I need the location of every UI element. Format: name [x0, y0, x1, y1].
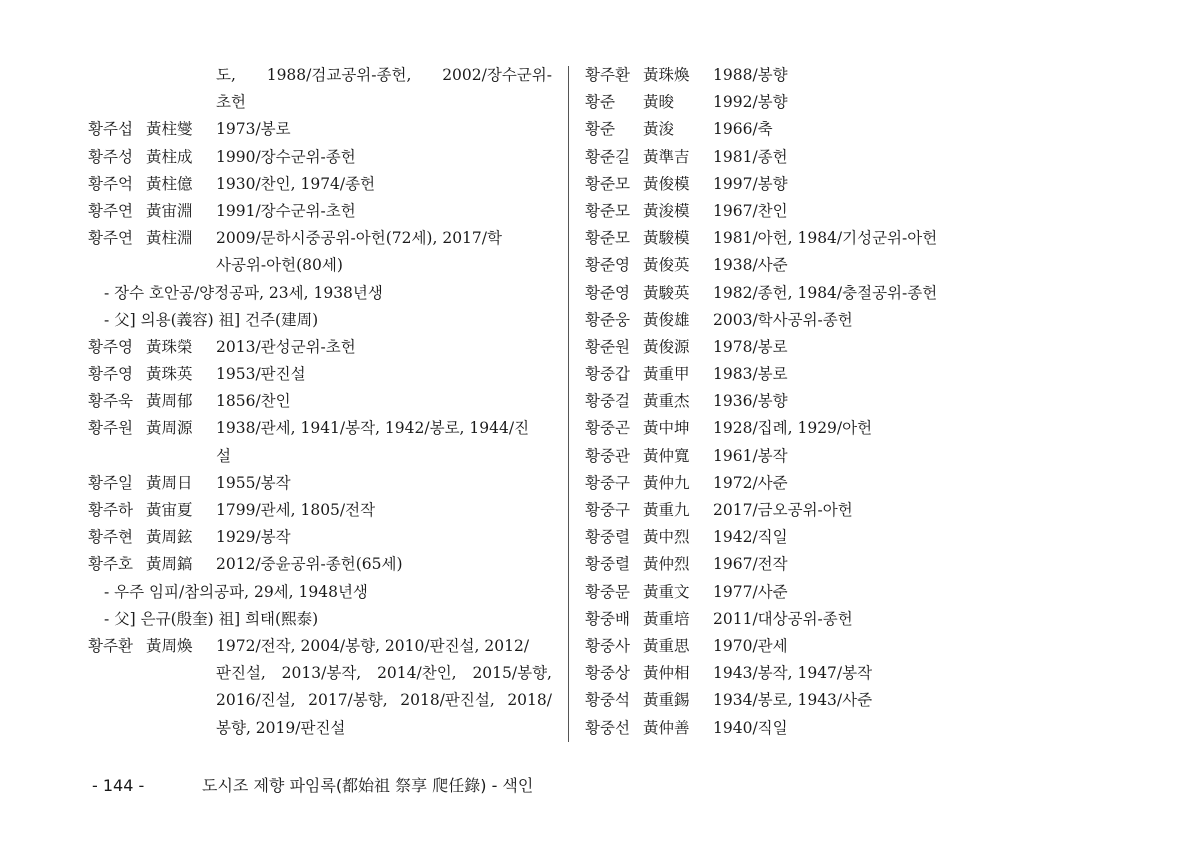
entry-hanja: 黃周源	[146, 419, 193, 438]
index-entry	[88, 551, 558, 578]
entry-record: 1972/사준	[713, 473, 788, 492]
entry-record-continuation: 2016/진설, 2017/봉향, 2018/판진설, 2018/	[216, 691, 552, 710]
page-footer	[92, 773, 533, 796]
entry-hanja: 黃宙夏	[146, 501, 193, 519]
index-entry	[585, 361, 1125, 388]
entry-hanja: 黃晙	[643, 93, 675, 112]
entry-name: 황주호	[88, 555, 133, 574]
entry-note: - 장수 호안공/양정공파, 23세, 1938년생	[104, 283, 383, 302]
entry-record: 1936/봉향	[713, 392, 788, 411]
entry-hanja: 黃柱億	[146, 174, 193, 193]
entry-record: 2003/학사공위-종헌	[713, 310, 853, 329]
entry-hanja: 黃重錫	[643, 691, 690, 710]
index-entry	[88, 225, 558, 252]
entry-hanja: 黃珠榮	[146, 337, 193, 356]
entry-name: 황준모	[585, 229, 630, 248]
entry-name: 황중사	[585, 636, 630, 655]
entry-record: 1940/직일	[713, 718, 788, 737]
entry-name: 황주환	[585, 66, 630, 84]
page-number: - 144 -	[92, 776, 145, 795]
entry-name: 황준웅	[585, 310, 630, 329]
entry-name: 황중선	[585, 718, 630, 737]
entry-record-continuation: 도, 1988/검교공위-종헌, 2002/장수군위-	[216, 66, 552, 84]
entry-hanja: 黃駿模	[643, 229, 690, 248]
entry-record: 1991/장수군위-초헌	[216, 201, 356, 220]
entry-hanja: 黃周煥	[146, 636, 193, 655]
entry-record: 1961/봉작	[713, 446, 788, 465]
entry-hanja: 黃準吉	[643, 147, 690, 166]
index-entry	[88, 633, 558, 660]
entry-hanja: 黃仲善	[643, 718, 690, 737]
entry-record: 1973/봉로	[216, 120, 291, 139]
entry-hanja: 黃宙淵	[146, 201, 193, 220]
entry-name: 황주욱	[88, 392, 133, 411]
index-entry	[585, 470, 1125, 497]
entry-name: 황주영	[88, 365, 133, 384]
index-column-left	[88, 62, 558, 742]
index-entry	[88, 116, 558, 143]
footer-title: 도시조 제향 파임록(都始祖 祭享 爬任錄) - 색인	[202, 776, 534, 795]
entry-hanja: 黃重九	[643, 501, 690, 519]
entry-record: 1990/장수군위-종헌	[216, 147, 356, 166]
entry-record: 1929/봉작	[216, 528, 291, 547]
entry-hanja: 黃周鉉	[146, 528, 193, 547]
entry-hanja: 黃珠煥	[643, 66, 690, 84]
entry-record: 1983/봉로	[713, 365, 788, 384]
entry-record-continuation: 봉향, 2019/판진설	[216, 718, 346, 737]
entry-hanja: 黃仲九	[643, 473, 690, 492]
entry-hanja: 黃浚	[643, 120, 675, 139]
entry-note: - 父] 의용(義容) 祖] 건주(建周)	[104, 310, 319, 329]
entry-name: 황중렬	[585, 528, 630, 547]
index-entry	[585, 116, 1125, 143]
index-entry	[88, 524, 558, 551]
entry-record: 2013/관성군위-초헌	[216, 337, 356, 356]
entry-hanja: 黃中烈	[643, 528, 690, 547]
index-entry	[585, 660, 1125, 687]
entry-name: 황준모	[585, 174, 630, 193]
entry-name: 황준모	[585, 201, 630, 220]
entry-name: 황준영	[585, 283, 630, 302]
index-entry	[585, 62, 1125, 89]
entry-hanja: 黃重文	[643, 582, 690, 601]
entry-record: 1988/봉향	[713, 66, 788, 84]
entry-record: 1967/전작	[713, 555, 788, 574]
entry-record: 1799/관세, 1805/전작	[216, 501, 376, 519]
index-entry	[88, 415, 558, 442]
index-entry	[88, 497, 558, 524]
entry-name: 황주하	[88, 501, 133, 519]
entry-record: 1966/축	[713, 120, 773, 139]
entry-record: 2009/문하시중공위-아헌(72세), 2017/학	[216, 229, 502, 248]
entry-name: 황주환	[88, 636, 133, 655]
index-entry	[585, 198, 1125, 225]
entry-name: 황준	[585, 93, 615, 112]
entry-record: 2017/금오공위-아헌	[713, 501, 853, 519]
entry-hanja: 黃重思	[643, 636, 690, 655]
entry-hanja: 黃浚模	[643, 201, 690, 220]
entry-name: 황중석	[585, 691, 630, 710]
entry-hanja: 黃仲烈	[643, 555, 690, 574]
index-entry	[585, 633, 1125, 660]
index-entry	[585, 171, 1125, 198]
entry-name: 황중곤	[585, 419, 630, 438]
entry-name: 황주성	[88, 147, 133, 166]
index-entry	[88, 470, 558, 497]
entry-record: 1942/직일	[713, 528, 788, 547]
entry-note: - 우주 임피/참의공파, 29세, 1948년생	[104, 582, 368, 601]
entry-record-continuation: 판진설, 2013/봉작, 2014/찬인, 2015/봉향,	[216, 664, 552, 683]
entry-hanja: 黃中坤	[643, 419, 690, 438]
entry-record: 1955/봉작	[216, 473, 291, 492]
entry-name: 황중상	[585, 664, 630, 683]
index-entry	[585, 579, 1125, 606]
column-divider	[568, 66, 569, 742]
index-entry	[585, 687, 1125, 714]
entry-record: 2011/대상공위-종헌	[713, 609, 853, 628]
index-entry	[585, 443, 1125, 470]
index-entry	[585, 334, 1125, 361]
entry-hanja: 黃俊模	[643, 174, 690, 193]
entry-hanja: 黃重杰	[643, 392, 690, 411]
entry-hanja: 黃柱淵	[146, 229, 193, 248]
entry-record: 1992/봉향	[713, 93, 788, 112]
entry-name: 황준	[585, 120, 615, 139]
entry-name: 황주억	[88, 174, 133, 193]
index-entry	[88, 361, 558, 388]
entry-name: 황중렬	[585, 555, 630, 574]
entry-record: 1978/봉로	[713, 337, 788, 356]
entry-record: 1856/찬인	[216, 392, 291, 411]
entry-record: 1972/전작, 2004/봉향, 2010/판진설, 2012/	[216, 636, 530, 655]
index-entry	[585, 252, 1125, 279]
entry-hanja: 黃俊雄	[643, 310, 690, 329]
index-entry	[88, 171, 558, 198]
entry-record: 1981/종헌	[713, 147, 788, 166]
entry-record: 1967/찬인	[713, 201, 788, 220]
entry-hanja: 黃駿英	[643, 283, 690, 302]
entry-hanja: 黃俊英	[643, 256, 690, 275]
entry-name: 황주현	[88, 528, 133, 547]
entry-hanja: 黃珠英	[146, 365, 193, 384]
entry-record: 1982/종헌, 1984/충절공위-종헌	[713, 283, 938, 302]
index-column-right	[585, 62, 1125, 742]
index-entry	[585, 606, 1125, 633]
index-entry	[88, 198, 558, 225]
entry-record: 1928/집례, 1929/아헌	[713, 419, 873, 438]
entry-record: 1934/봉로, 1943/사준	[713, 691, 873, 710]
entry-record-continuation: 설	[216, 446, 231, 465]
entry-name: 황준영	[585, 256, 630, 275]
entry-name: 황주연	[88, 201, 133, 220]
entry-record: 1953/판진설	[216, 365, 306, 384]
entry-note: - 父] 은규(殷奎) 祖] 희태(熙泰)	[104, 609, 319, 628]
entry-hanja: 黃仲相	[643, 664, 690, 683]
entry-hanja: 黃柱燮	[146, 120, 193, 139]
entry-name: 황주영	[88, 337, 133, 356]
index-entry	[585, 280, 1125, 307]
entry-name: 황주원	[88, 419, 133, 438]
index-entry	[585, 388, 1125, 415]
entry-record: 1930/찬인, 1974/종헌	[216, 174, 376, 193]
entry-record: 1977/사준	[713, 582, 788, 601]
entry-name: 황중문	[585, 582, 630, 601]
index-entry	[585, 225, 1125, 252]
entry-name: 황중구	[585, 473, 630, 492]
index-entry	[585, 89, 1125, 116]
entry-hanja: 黃周日	[146, 473, 193, 492]
entry-record: 1938/관세, 1941/봉작, 1942/봉로, 1944/진	[216, 419, 530, 438]
entry-name: 황준길	[585, 147, 630, 166]
index-entry	[585, 715, 1125, 742]
index-entry	[585, 497, 1125, 524]
index-entry	[585, 551, 1125, 578]
entry-hanja: 黃周鎬	[146, 555, 193, 574]
entry-name: 황중갑	[585, 365, 630, 384]
index-entry	[88, 334, 558, 361]
entry-hanja: 黃柱成	[146, 147, 193, 166]
entry-name: 황중배	[585, 609, 630, 628]
entry-record: 2012/중윤공위-종헌(65세)	[216, 555, 403, 574]
entry-record: 1943/봉작, 1947/봉작	[713, 664, 873, 683]
entry-hanja: 黃周郁	[146, 392, 193, 411]
entry-name: 황주일	[88, 473, 133, 492]
index-entry	[585, 307, 1125, 334]
index-entry	[585, 524, 1125, 551]
entry-name: 황준원	[585, 337, 630, 356]
entry-hanja: 黃仲寬	[643, 446, 690, 465]
entry-hanja: 黃俊源	[643, 337, 690, 356]
index-entry	[585, 415, 1125, 442]
entry-name: 황주섭	[88, 120, 133, 139]
index-entry	[585, 144, 1125, 171]
entry-record: 1970/관세	[713, 636, 788, 655]
entry-name: 황중걸	[585, 392, 630, 411]
entry-name: 황중구	[585, 501, 630, 519]
entry-name: 황주연	[88, 229, 133, 248]
entry-record: 1981/아헌, 1984/기성군위-아헌	[713, 229, 938, 248]
entry-record-continuation: 사공위-아헌(80세)	[216, 256, 343, 275]
entry-hanja: 黃重甲	[643, 365, 690, 384]
index-entry	[88, 388, 558, 415]
entry-hanja: 黃重培	[643, 609, 690, 628]
entry-record-continuation: 초헌	[216, 93, 246, 112]
entry-record: 1997/봉향	[713, 174, 788, 193]
index-entry	[88, 144, 558, 171]
entry-record: 1938/사준	[713, 256, 788, 275]
entry-name: 황중관	[585, 446, 630, 465]
